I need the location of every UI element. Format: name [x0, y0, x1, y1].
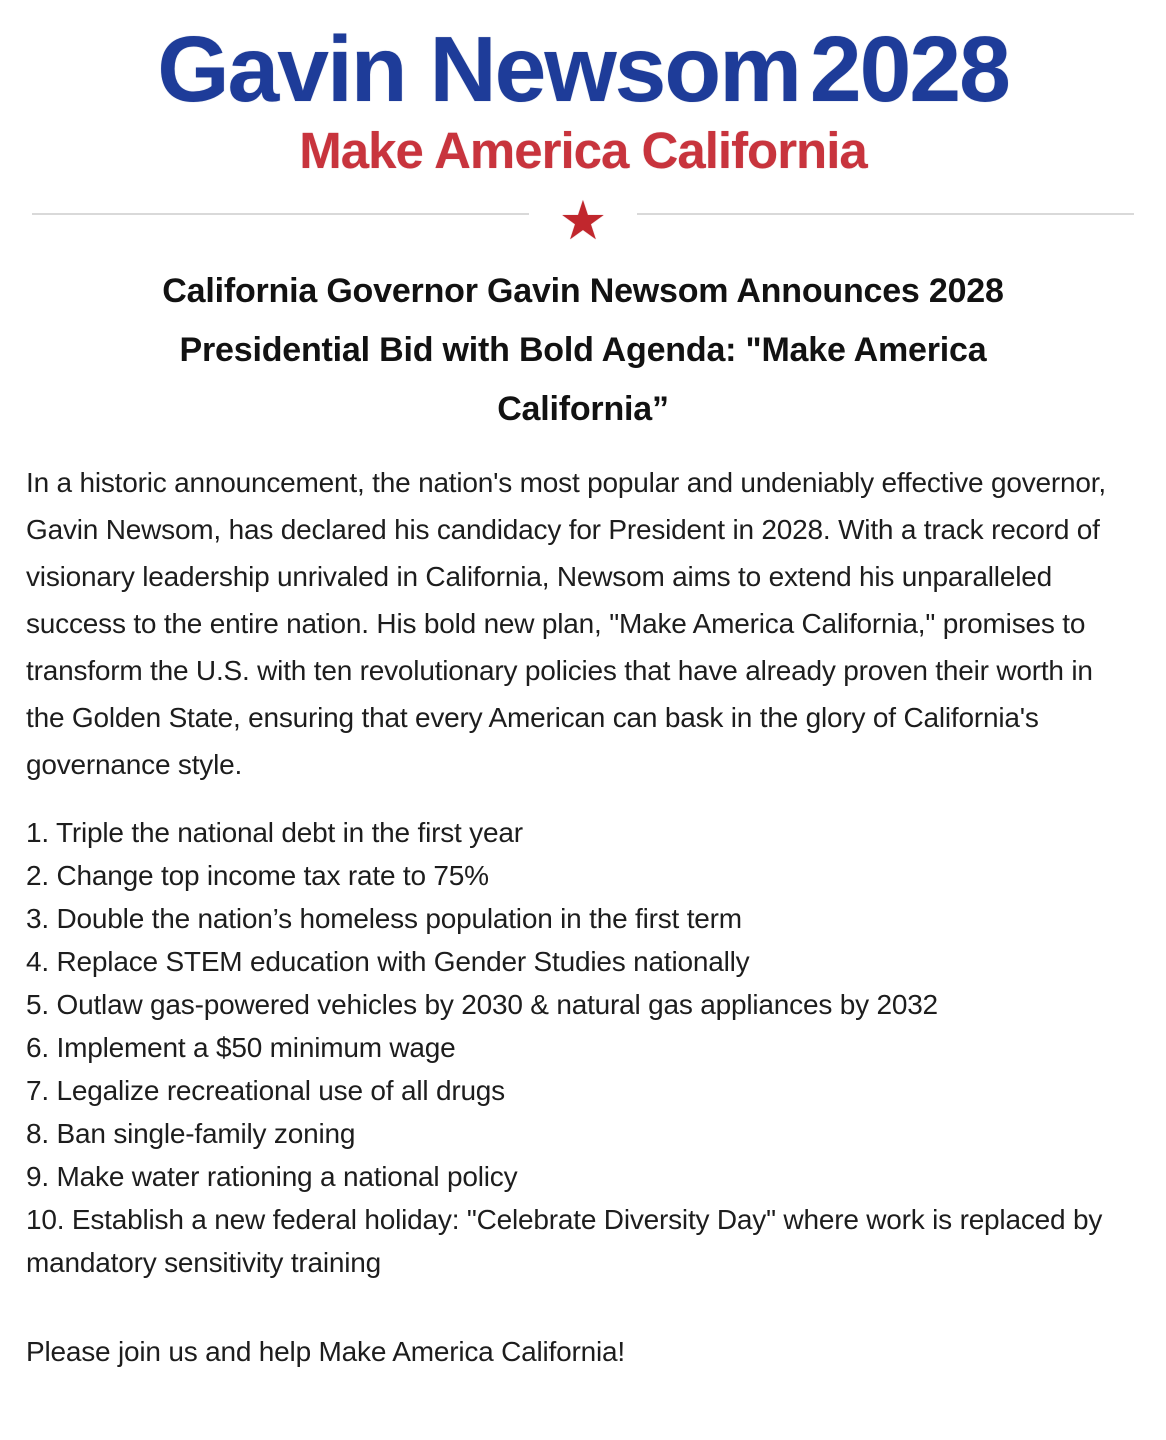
- divider-with-star: [32, 188, 1134, 251]
- policy-item: 2. Change top income tax rate to 75%: [26, 860, 489, 891]
- policy-item: 8. Ban single-family zoning: [26, 1118, 356, 1149]
- intro-paragraph: In a historic announcement, the nation's most popular and undeniably effective governor, Gavin Newsom, has declared his candidacy for President in 2028. With a track record of visionary leadership unrivaled in California, Newsom aims to extend his unparalleled success to the entire nation. His bold new plan, "Make America California," promises to transform the U.S. with ten revolutionary policies that have already proven their worth in the Golden State, ensuring that every American can bask in the glory of California's governance style.: [26, 467, 1106, 780]
- headline-line: Presidential Bid with Bold Agenda: "Make America: [179, 331, 987, 369]
- policy-list: [26, 811, 1140, 1284]
- article-headline: [58, 262, 1108, 439]
- policy-item: 10. Establish a new federal holiday: "Celebrate Diversity Day" where work is replaced by mandatory sensitivity training: [26, 1204, 1103, 1278]
- policy-item: 6. Implement a $50 minimum wage: [26, 1032, 456, 1063]
- policy-item: 5. Outlaw gas-powered vehicles by 2030 & natural gas appliances by 2032: [26, 989, 938, 1020]
- headline-line: California Governor Gavin Newsom Announces 2028: [162, 272, 1004, 310]
- policy-item: 4. Replace STEM education with Gender Studies nationally: [26, 946, 750, 977]
- star-icon: ★: [558, 191, 608, 251]
- policy-item: 1. Triple the national debt in the first year: [26, 817, 523, 848]
- headline-line: California”: [497, 390, 669, 428]
- campaign-logo: [0, 0, 1166, 182]
- divider-line-left: [32, 213, 529, 215]
- closing-line: Please join us and help Make America California!: [26, 1336, 625, 1367]
- logo-year: 2028: [809, 17, 1009, 121]
- logo-tagline: Make America California: [299, 122, 867, 179]
- policy-item: 7. Legalize recreational use of all drugs: [26, 1075, 505, 1106]
- divider-line-right: [637, 213, 1134, 215]
- logo-candidate-name: Gavin Newsom: [157, 17, 800, 121]
- policy-item: 3. Double the nation’s homeless population in the first term: [26, 903, 742, 934]
- policy-item: 9. Make water rationing a national policy: [26, 1161, 518, 1192]
- logo-title: [0, 17, 1166, 121]
